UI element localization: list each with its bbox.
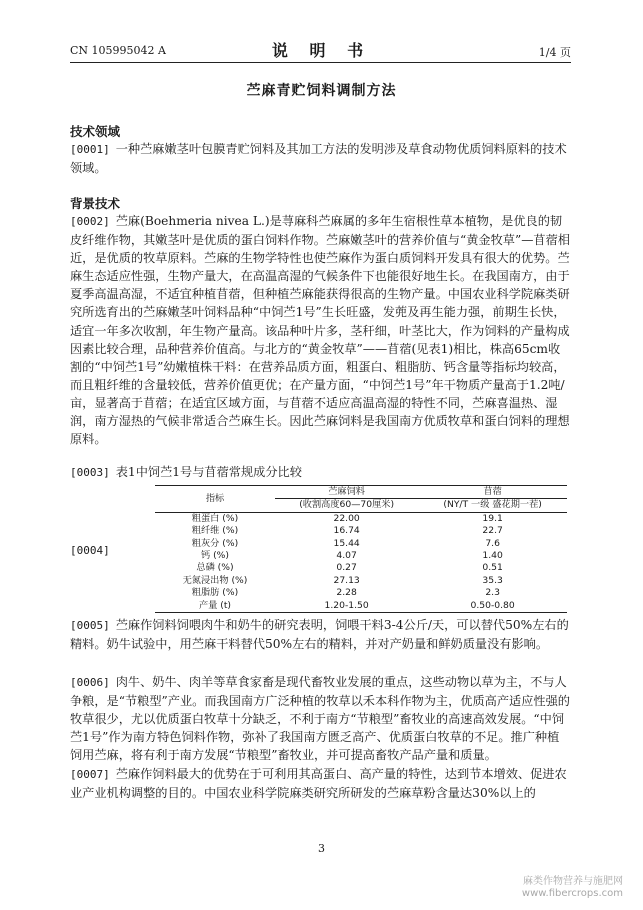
table-row: 无氮浸出物 (%) 27.13 35.3 bbox=[182, 574, 503, 586]
paragraph-0007 bbox=[70, 765, 570, 802]
paragraph-0001 bbox=[70, 140, 570, 177]
table-header-ramie: 苎麻饲料 bbox=[275, 486, 418, 499]
table-row: 钙 (%) 4.07 1.40 bbox=[200, 550, 503, 562]
page-info: 1/4 页 bbox=[538, 46, 571, 59]
table-caption: 表1中饲苎1号与苜蓿常规成分比较 bbox=[115, 465, 302, 479]
table-header-indicator: 指标 bbox=[155, 486, 275, 513]
table-row: 粗纤维 (%) 16.74 22.7 bbox=[191, 525, 503, 537]
table-row: 产量 (t) 1.20-1.50 0.50-0.80 bbox=[155, 600, 567, 613]
watermark bbox=[522, 876, 623, 900]
paragraph-text: 苎麻作饲料最大的优势在于可利用其高蛋白、高产量的特性，达到节本增效、促进农业产业机构调整的目的。中国农业科学院麻类研究所研发的苎麻草粉含量达30%以上的 bbox=[70, 767, 567, 801]
paragraph-number-0004: [0004] bbox=[70, 544, 110, 557]
paragraph-text: 肉牛、奶牛、肉羊等草食家畜是现代畜牧业发展的重点，这些动物以草为主，不与人争粮，是“节粮型”产业。而我国南方广泛种植的牧草以禾本科作物为主，优质高产适应性强的牧草很少，尤以优质蛋白牧草十分缺乏，不利于南方“节粮型”畜牧业的高速高效发展。“中饲苎1号”作为南方特色饲料作物，弥补了我国南方匮乏高产、优质蛋白牧草的不足。推广种植饲用苎麻，将有利于南方发展“节粮型”畜牧业，并可提高畜牧产品产量和质量。 bbox=[70, 675, 570, 763]
paragraph-number: [0001] bbox=[70, 143, 110, 156]
document-type: 说 明 书 bbox=[271, 41, 372, 60]
table-row: 粗蛋白 (%) 22.00 19.1 bbox=[191, 512, 503, 524]
paragraph-0003 bbox=[70, 463, 570, 482]
paragraph-text: 苎麻(Boehmeria nivea L.)是荨麻科苎麻属的多年生宿根性草本植物，是优良的韧皮纤维作物，其嫩茎叶是优质的蛋白饲料作物。苎麻嫩茎叶的营养价值与“黄金牧草”—苜蓿相近，是优质的牧草原料。苎麻的生物学特性也使苎麻作为蛋白质饲料开发具有很大的优势。苎麻生态适应性强，生物产量大，在高温高湿的气候条件下也能很好地生长。在我国南方，由于夏季高温高湿，不适宜种植苜蓿，但种植苎麻能获得很高的生物产量。中国农业科学院麻类研究所选育出的苎麻嫩茎叶饲料品种“中饲苎1号”生长旺盛，发蔸及再生能力强，前期生长快，适宜一年多次收割，年生物产量高。该品种叶片多，茎秆细，叶茎比大，作为饲料的产量构成因素比较合理，品种营养价值高。与北方的“黄金牧草”——苜蓿(见表1)相比，株高65cm收割的“中饲苎1号”幼嫩植株干料：在营养品质方面，粗蛋白、粗脂肪、钙含量等指标均较高，而且粗纤维的含量较低，营养价值更优；在产量方面，“中饲苎1号”年干物质产量高于1.2吨/亩，显著高于苜蓿；在适宜区域方面，与苜蓿不适应高温高湿的特性不同，苎麻喜温热、湿润，南方湿热的气候非常适合苎麻生长。因此苎麻饲料是我国南方优质牧草和蛋白饲料的理想原料。 bbox=[70, 214, 570, 447]
paragraph-number: [0007] bbox=[70, 768, 110, 781]
table-subheader-alfalfa: (NY/T 一级 盛花期一茬) bbox=[418, 499, 567, 512]
paragraph-0005 bbox=[70, 616, 570, 653]
watermark-url: www.fibercrops.com bbox=[521, 888, 623, 899]
heading-background: 背景技术 bbox=[70, 196, 121, 211]
table-row: 粗脂肪 (%) 2.28 2.3 bbox=[191, 587, 500, 599]
page-number: 3 bbox=[318, 842, 325, 855]
paragraph-0002 bbox=[70, 212, 570, 448]
table-header-alfalfa: 苜蓿 bbox=[418, 486, 567, 499]
table-subheader-ramie: (收割高度60—70厘米) bbox=[275, 499, 418, 512]
paragraph-number: [0006] bbox=[70, 676, 110, 689]
header-rule bbox=[70, 62, 571, 63]
paragraph-0006 bbox=[70, 673, 570, 764]
table-row: 总磷 (%) 0.27 0.51 bbox=[196, 562, 503, 574]
heading-tech-field: 技术领域 bbox=[70, 124, 121, 139]
paragraph-number: [0005] bbox=[70, 619, 110, 632]
patent-number: CN 105995042 A bbox=[70, 44, 166, 57]
watermark-title: 麻类作物营养与施肥网 bbox=[523, 876, 623, 887]
paragraph-text: 苎麻作饲料饲喂肉牛和奶牛的研究表明，饲喂干料3-4公斤/天，可以替代50%左右的精料。奶牛试验中，用苎麻干料替代50%左右的精料，并对产奶量和鲜奶质量没有影响。 bbox=[70, 618, 569, 652]
paragraph-number: [0003] bbox=[70, 466, 110, 479]
paragraph-text: 一种苎麻嫩茎叶包膜青贮饲料及其加工方法的发明涉及草食动物优质饲料原料的技术领域。 bbox=[70, 142, 567, 176]
table-row: 粗灰分 (%) 15.44 7.6 bbox=[191, 537, 500, 549]
paragraph-number: [0002] bbox=[70, 215, 110, 228]
composition-table bbox=[155, 485, 567, 613]
document-title: 苎麻青贮饲料调制方法 bbox=[246, 83, 397, 99]
